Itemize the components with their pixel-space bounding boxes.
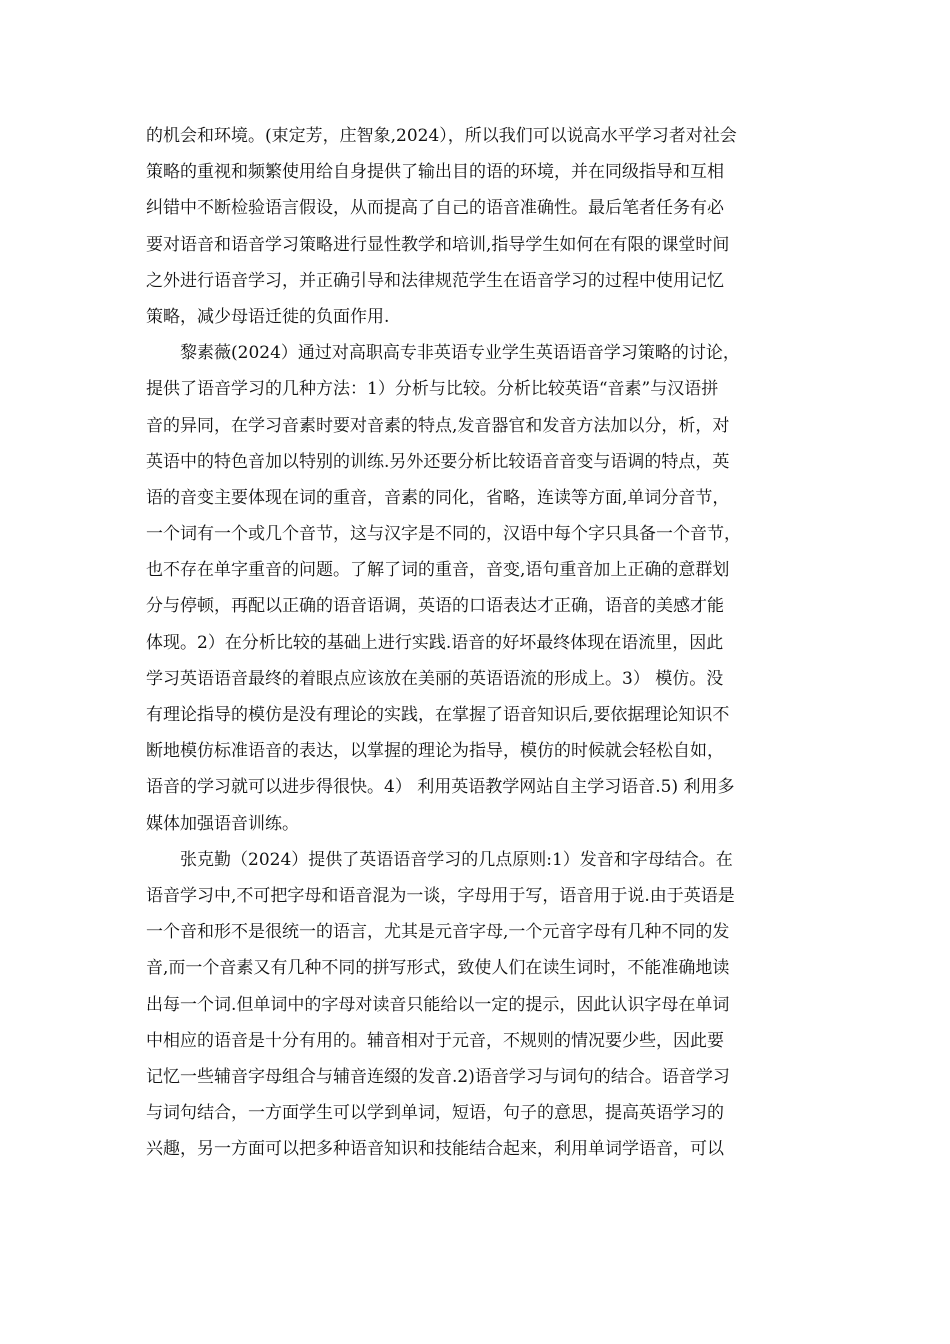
- text-line: 兴趣，另一方面可以把多种语音知识和技能结合起来，利用单词学语音，可以: [146, 1139, 724, 1160]
- text-line: 语音的学习就可以进步得很快。4） 利用英语教学网站自主学习语音.5) 利用多: [146, 777, 735, 798]
- text-line: 策略的重视和频繁使用给自身提供了输出目的语的环境，并在同级指导和互相: [146, 162, 724, 183]
- text-line: 一个音和形不是很统一的语言，尤其是元音字母,一个元音字母有几种不同的发: [146, 922, 730, 943]
- text-line: 英语中的特色音加以特别的训练.另外还要分析比较语音音变与语调的特点，英: [146, 451, 730, 472]
- text-line: 要对语音和语音学习策略进行显性教学和培训,指导学生如何在有限的课堂时间: [146, 234, 730, 255]
- text-line: 音,而一个音素又有几种不同的拼写形式，致使人们在读生词时，不能准确地读: [146, 958, 730, 979]
- text-line: 策略，减少母语迁徙的负面作用.: [146, 306, 390, 327]
- text-line: 黎素薇(2024）通过对高职高专非英语专业学生英语语音学习策略的讨论，: [146, 343, 740, 364]
- text-line: 的机会和环境。(束定芳，庄智象,2024），所以我们可以说高水平学习者对社会: [146, 126, 737, 146]
- text-line: 中相应的语音是十分有用的。辅音相对于元音，不规则的情况要少些，因此要: [146, 1030, 724, 1051]
- text-line: 有理论指导的模仿是没有理论的实践，在掌握了语音知识后,要依据理论知识不: [146, 705, 730, 725]
- text-line: 一个词有一个或几个音节，这与汉字是不同的，汉语中每个字只具备一个音节，: [146, 524, 741, 545]
- text-line: 断地模仿标准语音的表达，以掌握的理论为指导，模仿的时候就会轻松自如，: [146, 741, 724, 762]
- text-line: 记忆一些辅音字母组合与辅音连缀的发音.2)语音学习与词句的结合。语音学习: [146, 1066, 730, 1087]
- text-line: 语音学习中,不可把字母和语音混为一谈，字母用于写，语音用于说.由于英语是: [146, 885, 735, 906]
- text-line: 音的异同，在学习音素时要对音素的特点,发音器官和发音方法加以分，析，对: [146, 415, 730, 436]
- text-line: 之外进行语音学习，并正确引导和法律规范学生在语音学习的过程中使用记忆: [146, 270, 724, 291]
- text-line: 媒体加强语音训练。: [146, 813, 299, 834]
- text-line: 学习英语语音最终的着眼点应该放在美丽的英语语流的形成上。3） 模仿。没: [146, 668, 724, 689]
- text-line: 纠错中不断检验语言假设，从而提高了自己的语音准确性。最后笔者任务有必: [146, 198, 724, 219]
- text-line: 语的音变主要体现在词的重音，音素的同化，省略，连读等方面,单词分音节，: [146, 487, 730, 508]
- text-line: 提供了语音学习的几种方法：1）分析与比较。分析比较英语“音素”与汉语拼: [146, 379, 719, 400]
- text-line: 与词句结合，一方面学生可以学到单词，短语，句子的意思，提高英语学习的: [146, 1103, 724, 1124]
- text-line: 出每一个词.但单词中的字母对读音只能给以一定的提示，因此认识字母在单词: [146, 994, 730, 1015]
- body-text: [146, 118, 810, 1167]
- text-line: 分与停顿，再配以正确的语音语调，英语的口语表达才正确，语音的美感才能: [146, 596, 724, 617]
- text-line: 体现。2）在分析比较的基础上进行实践.语音的好坏最终体现在语流里，因此: [146, 632, 724, 653]
- text-line: 张克勤（2024）提供了英语语音学习的几点原则:1）发音和字母结合。在: [146, 849, 733, 870]
- text-line: 也不存在单字重音的问题。了解了词的重音，音变,语句重音加上正确的意群划: [146, 560, 730, 581]
